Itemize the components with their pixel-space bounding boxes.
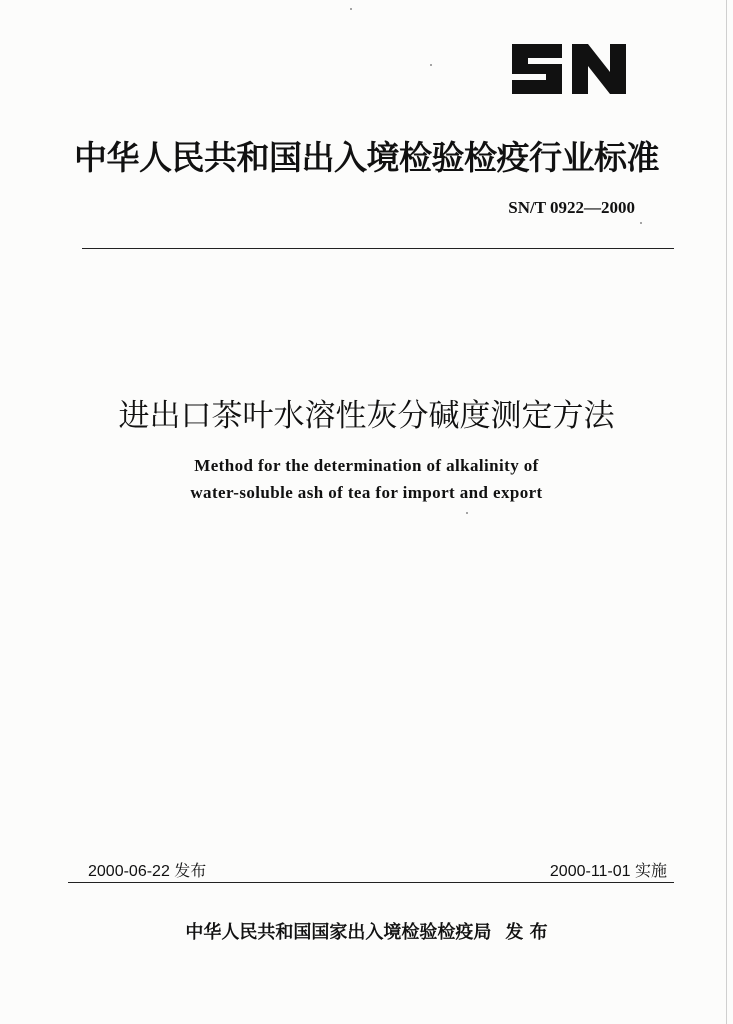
publisher-name: 中华人民共和国国家出入境检验检疫局 xyxy=(185,922,492,943)
issuing-authority-title: 中华人民共和国出入境检验检疫行业标准 xyxy=(74,138,659,177)
scan-edge-line xyxy=(726,0,727,1024)
standard-number: SN/T 0922—2000 xyxy=(508,198,635,217)
english-title-line-1: Method for the determination of alkalinity of xyxy=(194,456,539,475)
top-divider xyxy=(82,248,674,249)
english-title xyxy=(0,452,733,506)
issue-date: 2000-06-22 发布 xyxy=(88,863,207,880)
scan-speck xyxy=(430,64,432,66)
sn-logo xyxy=(508,36,632,102)
implementation-date: 2000-11-01 实施 xyxy=(549,863,667,880)
scan-speck xyxy=(350,8,352,10)
publisher-line xyxy=(0,918,733,944)
scan-speck xyxy=(640,222,642,224)
publisher-action: 发 布 xyxy=(505,922,548,943)
english-title-line-2: water-soluble ash of tea for import and export xyxy=(190,483,543,502)
bottom-divider xyxy=(68,882,674,883)
chinese-title: 进出口茶叶水溶性灰分碱度测定方法 xyxy=(118,398,615,434)
scan-speck xyxy=(466,512,468,514)
